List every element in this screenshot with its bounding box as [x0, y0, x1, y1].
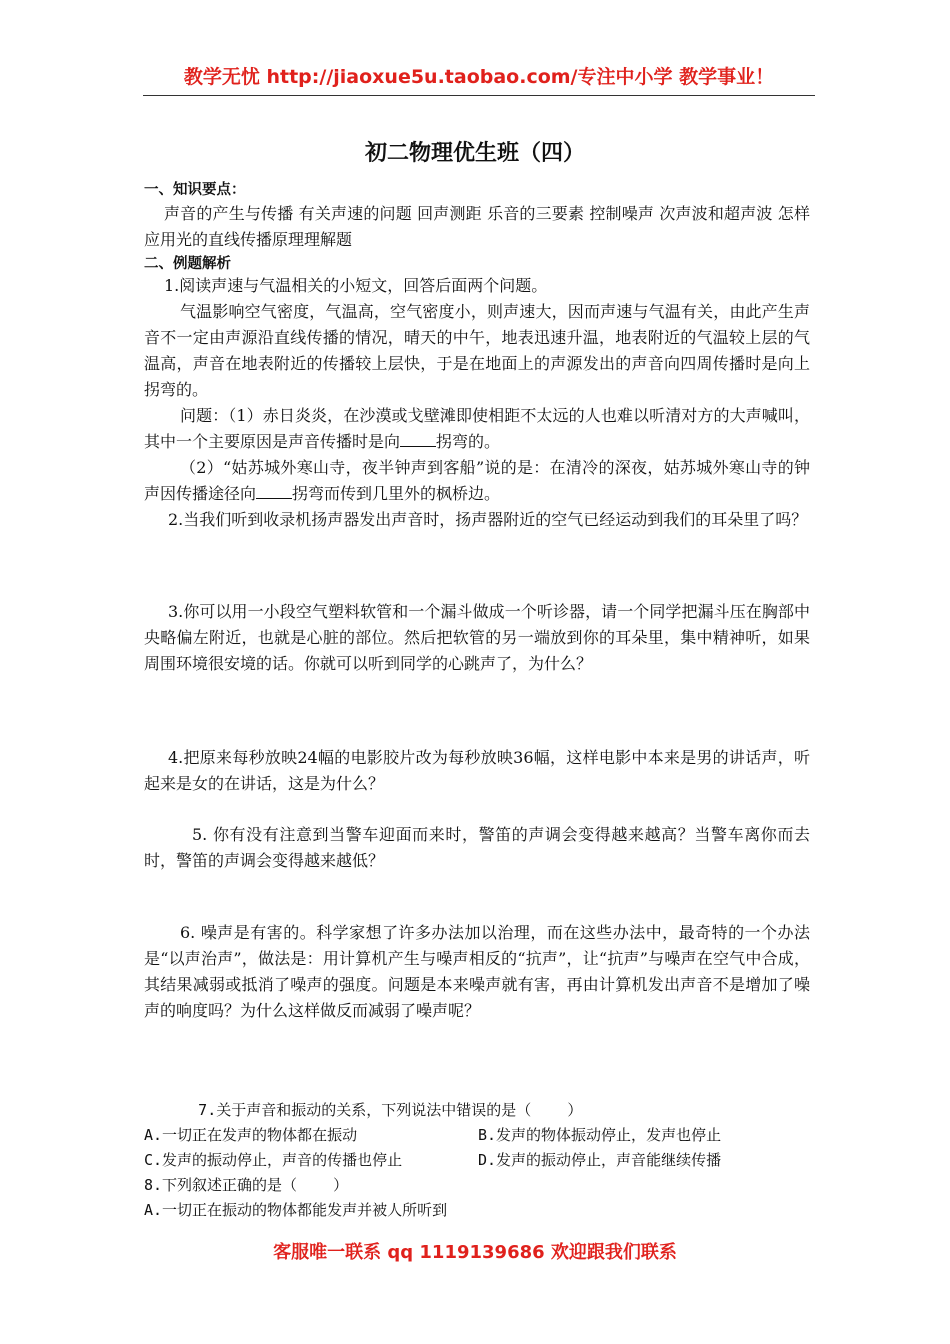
- question-1-sub-1-text: 问题：（1）赤日炎炎，在沙漠或戈壁滩即使相距不太远的人也难以听清对方的大声喊叫，其中一个主要原因是声音传播时是向: [144, 406, 810, 451]
- question-7-stem: 7.关于声音和振动的关系，下列说法中错误的是（ ）: [144, 1101, 583, 1119]
- question-1-sub-1-tail: 拐弯的。: [436, 432, 501, 451]
- question-3: 3.你可以用一小段空气塑料软管和一个漏斗做成一个听诊器，请一个同学把漏斗压在胸部中央略偏左附近，也就是心脏的部位。然后把软管的另一端放到你的耳朵里，集中精神听，如果周围环境很安境的话。你就可以听到同学的心跳声了，为什么？: [144, 602, 810, 673]
- answer-blank[interactable]: [256, 482, 292, 499]
- header-divider: [143, 95, 815, 96]
- question-1-sub-1: [144, 403, 810, 455]
- footer-contact: 客服唯一联系 qq 1119139686 欢迎跟我们联系: [273, 1242, 677, 1263]
- question-7-option-b: B.发声的物体振动停止，发声也停止: [478, 1126, 722, 1144]
- question-1-passage: 气温影响空气密度，气温高，空气密度小，则声速大，因而声速与气温有关，由此产生声音不一定由声源沿直线传播的情况，晴天的中午，地表迅速升温，地表附近的气温较上层的气温高，声音在地表附近的传播较上层快，于是在地面上的声源发出的声音向四周传播时是向上拐弯的。: [144, 302, 810, 399]
- question-8-stem: 8.下列叙述正确的是（ ）: [144, 1176, 349, 1194]
- question-1-sub-2-tail: 拐弯而传到几里外的枫桥边。: [292, 484, 501, 503]
- question-6: 6. 噪声是有害的。科学家想了许多办法加以治理，而在这些办法中，最奇特的一个办法是“以声治声”，做法是：用计算机产生与噪声相反的“抗声”，让“抗声”与噪声在空气中合成，其结果减弱或抵消了噪声的强度。问题是本来噪声就有害，再由计算机发出声音不是增加了噪声的响度吗？为什么这样做反而减弱了噪声呢？: [144, 923, 810, 1020]
- question-2: 2.当我们听到收录机扬声器发出声音时，扬声器附近的空气已经运动到我们的耳朵里了吗？: [168, 510, 808, 529]
- page-title: 初二物理优生班（四）: [364, 140, 585, 166]
- question-4: 4.把原来每秒放映24幅的电影胶片改为每秒放映36幅，这样电影中本来是男的讲话声，听起来是女的在讲话，这是为什么？: [144, 748, 810, 793]
- header-banner: 教学无忧 http://jiaoxue5u.taobao.com/专注中小学 教学事业！: [183, 66, 775, 88]
- question-8-option-a: A.一切正在振动的物体都能发声并被人所听到: [144, 1201, 448, 1219]
- question-1-intro: 1.阅读声速与气温相关的小短文，回答后面两个问题。: [164, 276, 548, 295]
- answer-blank[interactable]: [400, 430, 436, 447]
- question-5: 5. 你有没有注意到当警车迎面而来时，警笛的声调会变得越来越高？当警车离你而去时，警笛的声调会变得越来越低？: [144, 825, 810, 870]
- knowledge-points: 声音的产生与传播 有关声速的问题 回声测距 乐音的三要素 控制噪声 次声波和超声波 怎样应用光的直线传播原理理解题: [144, 204, 810, 249]
- question-7-option-c: C.发声的振动停止，声音的传播也停止: [144, 1151, 403, 1169]
- section-heading-examples: 二、例题解析: [144, 256, 231, 272]
- question-7-option-d: D.发声的振动停止，声音能继续传播: [478, 1151, 722, 1169]
- question-1-sub-2: [144, 455, 810, 507]
- question-7-option-a: A.一切正在发声的物体都在振动: [144, 1126, 358, 1144]
- section-heading-knowledge: 一、知识要点：: [144, 182, 246, 198]
- question-1-sub-2-text: （2）“姑苏城外寒山寺，夜半钟声到客船”说的是：在清冷的深夜，姑苏城外寒山寺的钟声因传播途径向: [144, 458, 810, 503]
